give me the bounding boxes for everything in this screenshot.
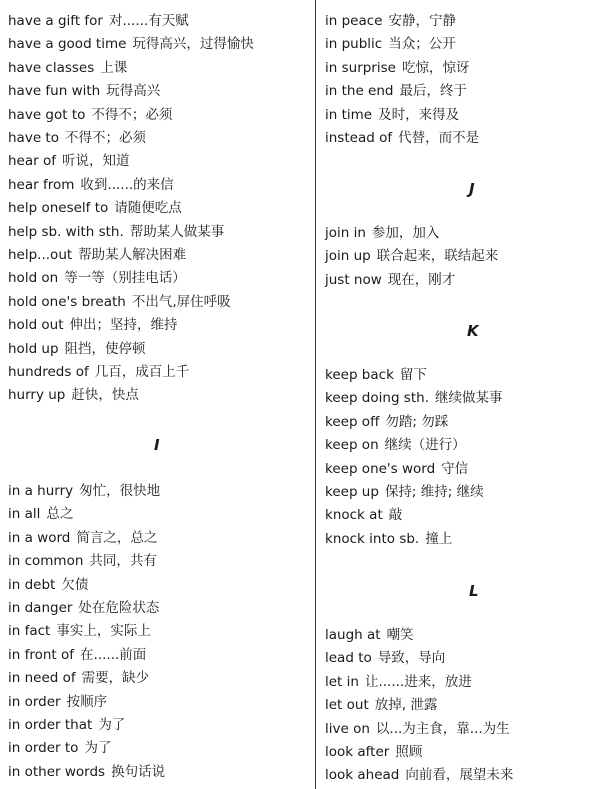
phrase-chinese: 现在，刚才: [387, 271, 456, 288]
phrase-english: in common: [8, 553, 84, 570]
phrase-entry: [8, 763, 165, 781]
phrase-english: instead of: [325, 130, 393, 146]
phrase-entry: [325, 436, 466, 454]
phrase-entry: [325, 271, 455, 289]
phrase-entry: [325, 506, 402, 524]
phrase-entry: [8, 386, 139, 404]
phrase-chinese: 敲: [388, 507, 403, 524]
phrase-english: knock into sb.: [325, 530, 420, 547]
phrase-chinese: 收到......的来信: [80, 176, 174, 193]
phrase-chinese: 几百，成百上千: [94, 364, 190, 380]
phrase-chinese: 吃惊，惊讶: [401, 59, 470, 76]
phrase-chinese: 等一等（别挂电话）: [64, 270, 186, 287]
phrase-entry: [325, 460, 468, 478]
phrase-chinese: 听说，知道: [62, 153, 130, 170]
phrase-english: in front of: [8, 646, 75, 663]
phrase-english: have classes: [8, 59, 95, 76]
phrase-entry: [325, 649, 445, 667]
phrase-chinese: 守信: [441, 460, 469, 477]
phrase-english: in time: [325, 106, 373, 123]
phrase-english: hold out: [8, 317, 64, 334]
phrase-entry: [8, 35, 254, 53]
phrase-entry: [8, 12, 189, 30]
phrase-english: in all: [8, 506, 41, 523]
phrase-chinese: 欠债: [61, 576, 89, 593]
phrase-entry: [325, 530, 452, 548]
section-letter-i: I: [154, 436, 160, 454]
phrase-english: in peace: [325, 13, 383, 29]
phrase-entry: [8, 199, 182, 217]
phrase-chinese: 让......进来，放进: [364, 673, 472, 690]
phrase-chinese: 换句话说: [111, 763, 166, 780]
phrase-english: laugh at: [325, 627, 381, 643]
phrase-entry: [8, 622, 151, 640]
phrase-entry: [325, 766, 513, 784]
phrase-english: lead to: [325, 650, 372, 667]
section-letter-l: L: [469, 582, 479, 600]
phrase-chinese: 撞上: [425, 530, 453, 547]
phrase-chinese: 导致，导向: [377, 650, 446, 667]
phrase-english: have a gift for: [8, 13, 103, 29]
phrase-entry: [8, 269, 186, 287]
phrase-entry: [8, 223, 224, 241]
phrase-entry: [325, 59, 469, 77]
phrase-entry: [325, 12, 456, 30]
phrase-chinese: 代替，而不是: [398, 130, 480, 146]
phrase-english: let in: [325, 673, 359, 690]
phrase-english: hear of: [8, 153, 56, 170]
phrase-chinese: 为了: [98, 717, 126, 733]
phrase-entry: [325, 247, 498, 265]
phrase-chinese: 勿踏; 勿踩: [385, 413, 449, 430]
phrase-english: hundreds of: [8, 364, 89, 380]
phrase-entry: [8, 646, 146, 664]
phrase-entry: [8, 505, 73, 523]
phrase-entry: [8, 693, 107, 711]
phrase-chinese: 事实上，实际上: [56, 623, 151, 640]
phrase-entry: [325, 626, 414, 644]
phrase-entry: [325, 35, 456, 53]
phrase-entry: [325, 129, 479, 147]
phrase-entry: [325, 413, 448, 431]
column-divider: [315, 0, 316, 789]
phrase-english: hold on: [8, 270, 59, 287]
phrase-entry: [325, 82, 467, 100]
phrase-entry: [8, 316, 178, 334]
phrase-english: help sb. with sth.: [8, 223, 124, 240]
phrase-english: have to: [8, 130, 59, 146]
phrase-english: join up: [325, 248, 371, 265]
phrase-entry: [8, 599, 159, 617]
phrase-english: hold one's breath: [8, 293, 126, 310]
phrase-entry: [325, 106, 459, 124]
phrase-chinese: 匆忙，很快地: [79, 483, 161, 499]
phrase-english: in other words: [8, 763, 106, 780]
phrase-chinese: 帮助某人解决困难: [78, 247, 187, 263]
phrase-chinese: 当众；公开: [388, 36, 456, 53]
phrase-chinese: 按顺序: [66, 693, 108, 710]
phrase-chinese: 帮助某人做某事: [129, 223, 225, 240]
phrase-chinese: 请随便吃点: [114, 200, 182, 217]
phrase-entry: [8, 739, 111, 757]
phrase-english: have a good time: [8, 36, 127, 53]
phrase-entry: [325, 483, 484, 501]
phrase-english: help...out: [8, 247, 73, 263]
phrase-english: in a word: [8, 529, 71, 546]
phrase-chinese: 继续（进行）: [384, 437, 466, 454]
phrase-english: in fact: [8, 623, 51, 640]
phrase-english: in public: [325, 36, 383, 53]
phrase-entry: [8, 246, 186, 264]
phrase-english: join in: [325, 225, 366, 241]
phrase-chinese: 简言之，总之: [76, 529, 158, 546]
phrase-entry: [8, 552, 157, 570]
phrase-chinese: 对......有天赋: [108, 13, 189, 29]
phrase-entry: [8, 152, 130, 170]
phrase-english: in surprise: [325, 59, 396, 76]
phrase-entry: [8, 363, 189, 381]
section-letter-j: J: [469, 180, 475, 198]
phrase-english: in need of: [8, 670, 76, 687]
phrase-entry: [325, 743, 422, 761]
phrase-entry: [8, 340, 146, 358]
phrase-english: keep doing sth.: [325, 390, 429, 407]
phrase-entry: [325, 224, 439, 242]
phrase-english: in order: [8, 693, 61, 710]
phrase-chinese: 参加，加入: [371, 225, 440, 241]
phrase-entry: [325, 720, 510, 738]
phrase-chinese: 继续做某事: [434, 390, 503, 407]
phrase-english: hurry up: [8, 387, 66, 404]
phrase-chinese: 赶快，快点: [71, 387, 139, 404]
phrase-chinese: 在......前面: [80, 646, 147, 663]
phrase-english: hear from: [8, 176, 75, 193]
phrase-chinese: 联合起来，联结起来: [376, 248, 499, 265]
phrase-entry: [325, 696, 437, 714]
phrase-entry: [8, 576, 88, 594]
phrase-chinese: 嘲笑: [386, 627, 414, 643]
phrase-chinese: 玩得高兴: [106, 83, 161, 100]
phrase-chinese: 伸出；坚持，维持: [69, 317, 178, 334]
phrase-chinese: 不得不；必须: [64, 130, 146, 146]
phrase-chinese: 玩得高兴，过得愉快: [132, 36, 254, 53]
phrase-chinese: 需要，缺少: [81, 670, 150, 687]
phrase-entry: [8, 482, 160, 500]
phrase-entry: [8, 293, 231, 311]
phrase-chinese: 不出气,屏住呼吸: [131, 293, 231, 310]
phrase-entry: [325, 366, 427, 384]
phrase-english: look after: [325, 744, 390, 760]
phrase-english: hold up: [8, 340, 59, 357]
phrase-entry: [325, 673, 472, 691]
phrase-english: have got to: [8, 106, 86, 123]
phrase-english: just now: [325, 271, 382, 288]
phrase-entry: [8, 669, 149, 687]
phrase-english: in a hurry: [8, 483, 74, 499]
phrase-entry: [8, 716, 125, 734]
phrase-chinese: 及时，来得及: [378, 106, 460, 123]
phrase-chinese: 留下: [399, 367, 427, 383]
phrase-chinese: 为了: [84, 740, 112, 757]
phrase-english: in order that: [8, 717, 93, 733]
phrase-english: keep one's word: [325, 460, 436, 477]
phrase-chinese: 保持; 维持; 继续: [384, 484, 484, 500]
phrase-chinese: 不得不；必须: [91, 106, 173, 123]
phrase-english: live on: [325, 720, 370, 737]
phrase-english: let out: [325, 697, 369, 714]
phrase-entry: [8, 106, 172, 124]
phrase-english: have fun with: [8, 83, 101, 100]
phrase-entry: [8, 59, 127, 77]
phrase-chinese: 照顾: [395, 744, 423, 760]
phrase-chinese: 放掉, 泄露: [374, 697, 438, 714]
phrase-english: in the end: [325, 83, 394, 100]
phrase-english: in debt: [8, 576, 56, 593]
phrase-chinese: 安静，宁静: [388, 13, 456, 29]
phrase-entry: [8, 529, 157, 547]
phrase-english: knock at: [325, 507, 383, 524]
phrase-entry: [325, 389, 502, 407]
phrase-english: look ahead: [325, 767, 400, 784]
phrase-chinese: 处在危险状态: [78, 600, 160, 616]
phrase-chinese: 最后，终于: [399, 83, 467, 100]
phrase-english: help oneself to: [8, 200, 109, 217]
phrase-entry: [8, 82, 160, 100]
phrase-english: in order to: [8, 740, 79, 757]
phrase-entry: [8, 129, 146, 147]
phrase-chinese: 上课: [100, 59, 128, 76]
phrase-chinese: 阻挡，使停顿: [64, 340, 146, 357]
phrase-entry: [8, 176, 174, 194]
phrase-chinese: 共同，共有: [89, 553, 157, 570]
phrase-english: keep on: [325, 437, 379, 454]
phrase-english: keep back: [325, 367, 394, 383]
phrase-chinese: 以...为主食，靠...为生: [375, 720, 510, 737]
phrase-chinese: 总之: [46, 506, 74, 523]
phrase-chinese: 向前看，展望未来: [405, 767, 514, 784]
section-letter-k: K: [467, 322, 479, 340]
phrase-english: keep up: [325, 484, 379, 500]
phrase-english: keep off: [325, 413, 380, 430]
phrase-english: in danger: [8, 600, 73, 616]
